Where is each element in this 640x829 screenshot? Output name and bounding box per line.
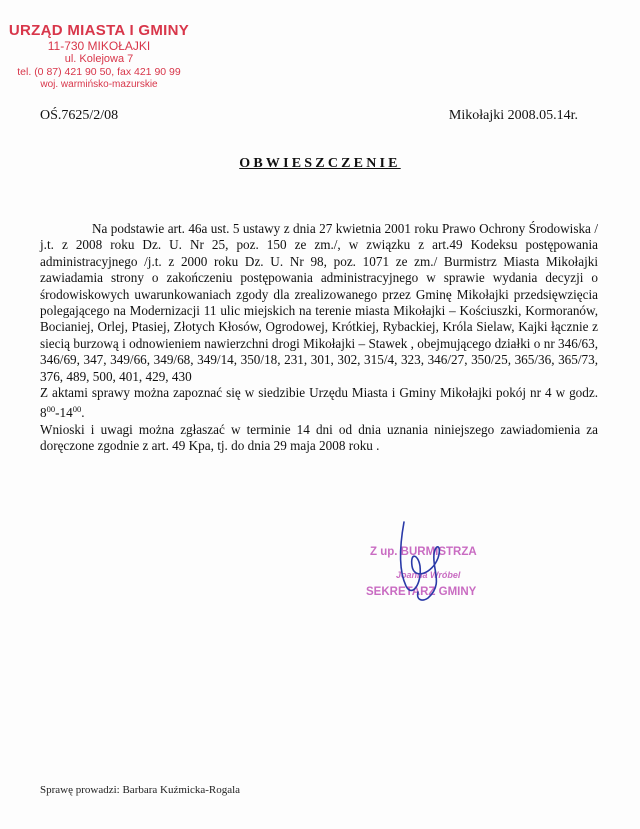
document-date: Mikołajki 2008.05.14r. [448, 108, 578, 123]
stamp-postal: 11-730 MIKOŁAJKI [47, 39, 151, 53]
stamp-street: ul. Kolejowa 7 [64, 53, 134, 65]
approval-line-authority: Z up. BURMISTRZA [370, 546, 477, 558]
paragraph-deadline: Wnioski i uwagi można zgłaszać w terminie 14 dni od dnia uznania niniejszego zawiadomienia za doręczone zgodnie z art. 49 Kpa, tj. do dnia 29 maja 2008 roku . [40, 421, 598, 454]
hour-range: -14 [55, 405, 73, 421]
handwritten-signature [392, 514, 472, 604]
files-end: . [81, 405, 85, 421]
document-body [40, 221, 598, 455]
hour-start-sup: 00 [46, 404, 56, 415]
paragraph-files [40, 385, 598, 422]
stamp-office-name: URZĄD MIASTA I GMINY [8, 22, 190, 39]
approval-line-title: SEKRETARZ GMINY [366, 586, 477, 598]
files-text: Z aktami sprawy można zapoznać się w siedzibie Urzędu Miasta i Gminy Mikołajki pokój nr 4 w godz. 8 [40, 385, 598, 421]
reference-number: OŚ.7625/2/08 [40, 108, 119, 123]
stamp-region: woj. warmińsko-mazurskie [40, 79, 158, 90]
stamp-phone: tel. (0 87) 421 90 50, fax 421 90 99 [17, 66, 181, 78]
case-handler: Sprawę prowadzi: Barbara Kuźmicka-Rogala [40, 784, 241, 796]
hour-end-sup: 00 [72, 404, 82, 415]
approval-line-name: Joanna Wróbel [396, 570, 461, 580]
title-text: OBWIESZCZENIE [239, 156, 401, 171]
paragraph-main: Na podstawie art. 46a ust. 5 ustawy z dnia 27 kwietnia 2001 roku Prawo Ochrony Środowiska / j.t. z 2008 roku Dz. U. Nr 25, poz. 150 ze zm./, w związku z art.49 Kodeksu postępowania administracyjnego /j.t. z 2000 roku Dz. U. Nr 98, poz. 1071 ze zm./ Burmistrz Miasta Mikołajki zawiadamia strony o zakończeniu postępowania administracyjnego w sprawie wydania decyzji o środowiskowych uwarunkowaniach zgody dla zrealizowanego przez Gminę Mikołajki przedsięwzięcia polegającego na Modernizacji 11 ulic miejskich na terenie miasta Mikołajki – Kościuszki, Kormoranów, Bocianiej, Orlej, Ptasiej, Złotych Kłosów, Ogrodowej, Krótkiej, Rybackiej, Króla Sielaw, Kajki łącznie z siecią burzową i odnowieniem nawierzchni drogi Mikołajki – Stawek , obejmującego działki o nr 346/63, 346/69, 347, 349/66, 349/68, 349/14, 350/18, 231, 301, 302, 315/4, 323, 346/27, 350/25, 365/36, 365/73, 376, 489, 500, 401, 429, 430 [40, 221, 598, 384]
office-header-stamp [4, 22, 194, 91]
document-title [0, 156, 640, 172]
